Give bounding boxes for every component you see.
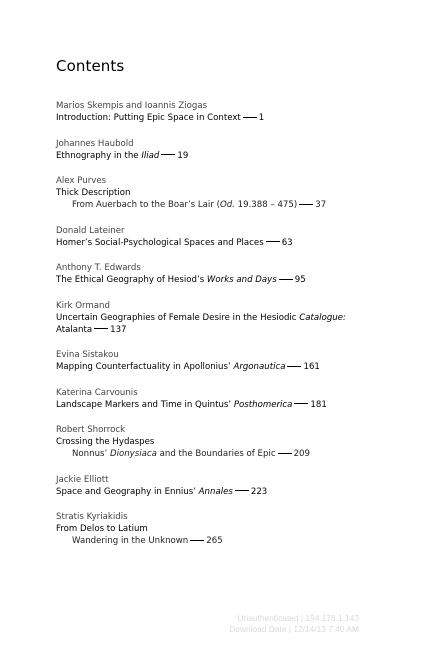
entry-author: Anthony T. Edwards <box>56 263 141 273</box>
toc-entry[interactable] <box>56 300 396 336</box>
entry-subtitle[interactable]: Wandering in the Unknown 265 <box>72 536 223 546</box>
page-number: 19 <box>177 150 189 161</box>
leader-dash <box>266 241 280 242</box>
entry-title[interactable]: Space and Geography in Ennius’ Annales 223 <box>56 486 268 497</box>
toc-entry[interactable] <box>56 138 396 162</box>
entry-title[interactable]: From Delos to Latium <box>56 524 148 534</box>
entry-title[interactable]: Mapping Counterfactuality in Apollonius’ Argonautica 161 <box>56 362 320 372</box>
entry-author: Kirk Ormand <box>56 300 110 311</box>
entry-title[interactable]: Thick Description <box>56 188 131 198</box>
entry-subtitle[interactable]: Nonnus’ Dionysiaca and the Boundaries of Epic 209 <box>72 449 310 459</box>
entry-title-continued[interactable]: Atalanta 137 <box>56 324 127 335</box>
entry-author: Alex Purves <box>56 176 107 186</box>
entry-title[interactable]: Introduction: Putting Epic Space in Context 1 <box>56 113 265 123</box>
leader-dash <box>287 366 301 367</box>
toc-entry[interactable] <box>56 474 396 498</box>
watermark-date-line: Download Date | 12/14/13 7:40 AM <box>229 624 359 634</box>
toc-entry[interactable] <box>56 387 396 411</box>
watermark-access-line: Unauthenticated | 194.176.1.143 <box>237 613 359 623</box>
leader-dash <box>294 403 308 404</box>
page-number: 137 <box>110 324 127 335</box>
leader-dash <box>94 328 108 329</box>
page-number: 209 <box>293 449 310 459</box>
page-number: 181 <box>310 399 327 410</box>
leader-dash <box>161 154 175 155</box>
page-number: 223 <box>250 486 268 497</box>
page-title: Contents <box>56 57 125 75</box>
entry-title[interactable]: Uncertain Geographies of Female Desire in the Hesiodic Catalogue: <box>56 312 346 323</box>
entry-author: Stratis Kyriakidis <box>56 512 128 522</box>
entry-author: Robert Shorrock <box>56 425 126 435</box>
entry-author: Johannes Haubold <box>56 138 134 149</box>
entry-title[interactable]: Homer’s Social-Psychological Spaces and Places 63 <box>56 237 293 248</box>
entry-author: Jackie Elliott <box>56 474 109 485</box>
toc-entry[interactable] <box>56 100 396 124</box>
entry-author: Donald Lateiner <box>56 225 125 236</box>
leader-dash <box>279 279 293 280</box>
toc-entry[interactable] <box>56 175 396 211</box>
leader-dash <box>299 204 313 205</box>
entry-title[interactable]: Landscape Markers and Time in Quintus’ Posthomerica 181 <box>56 399 327 410</box>
entry-author: Evina Sistakou <box>56 350 119 360</box>
leader-dash <box>278 453 292 454</box>
entry-author: Katerina Carvounis <box>56 387 138 398</box>
entry-author: Marios Skempis and Ioannis Ziogas <box>56 101 208 111</box>
page-number: 95 <box>294 275 306 285</box>
page-number: 37 <box>315 200 327 210</box>
page-number: 63 <box>281 237 293 248</box>
entry-title[interactable]: The Ethical Geography of Hesiod’s Works and Days 95 <box>56 275 306 285</box>
entry-title[interactable]: Ethnography in the Iliad 19 <box>56 150 189 161</box>
entry-subtitle[interactable]: From Auerbach to the Boar’s Lair (Od. 19.388 – 475) 37 <box>72 200 327 210</box>
page-number: 1 <box>258 113 265 123</box>
entry-title[interactable]: Crossing the Hydaspes <box>56 437 155 447</box>
toc-entry[interactable] <box>56 511 396 547</box>
leader-dash <box>235 490 249 491</box>
page-number: 265 <box>206 536 223 546</box>
toc-list <box>56 100 396 561</box>
toc-entry[interactable] <box>56 349 396 373</box>
toc-entry[interactable] <box>56 262 396 286</box>
leader-dash <box>190 540 204 541</box>
toc-entry[interactable] <box>56 225 396 249</box>
page-number: 161 <box>303 362 320 372</box>
toc-entry[interactable] <box>56 424 396 460</box>
leader-dash <box>243 117 257 118</box>
